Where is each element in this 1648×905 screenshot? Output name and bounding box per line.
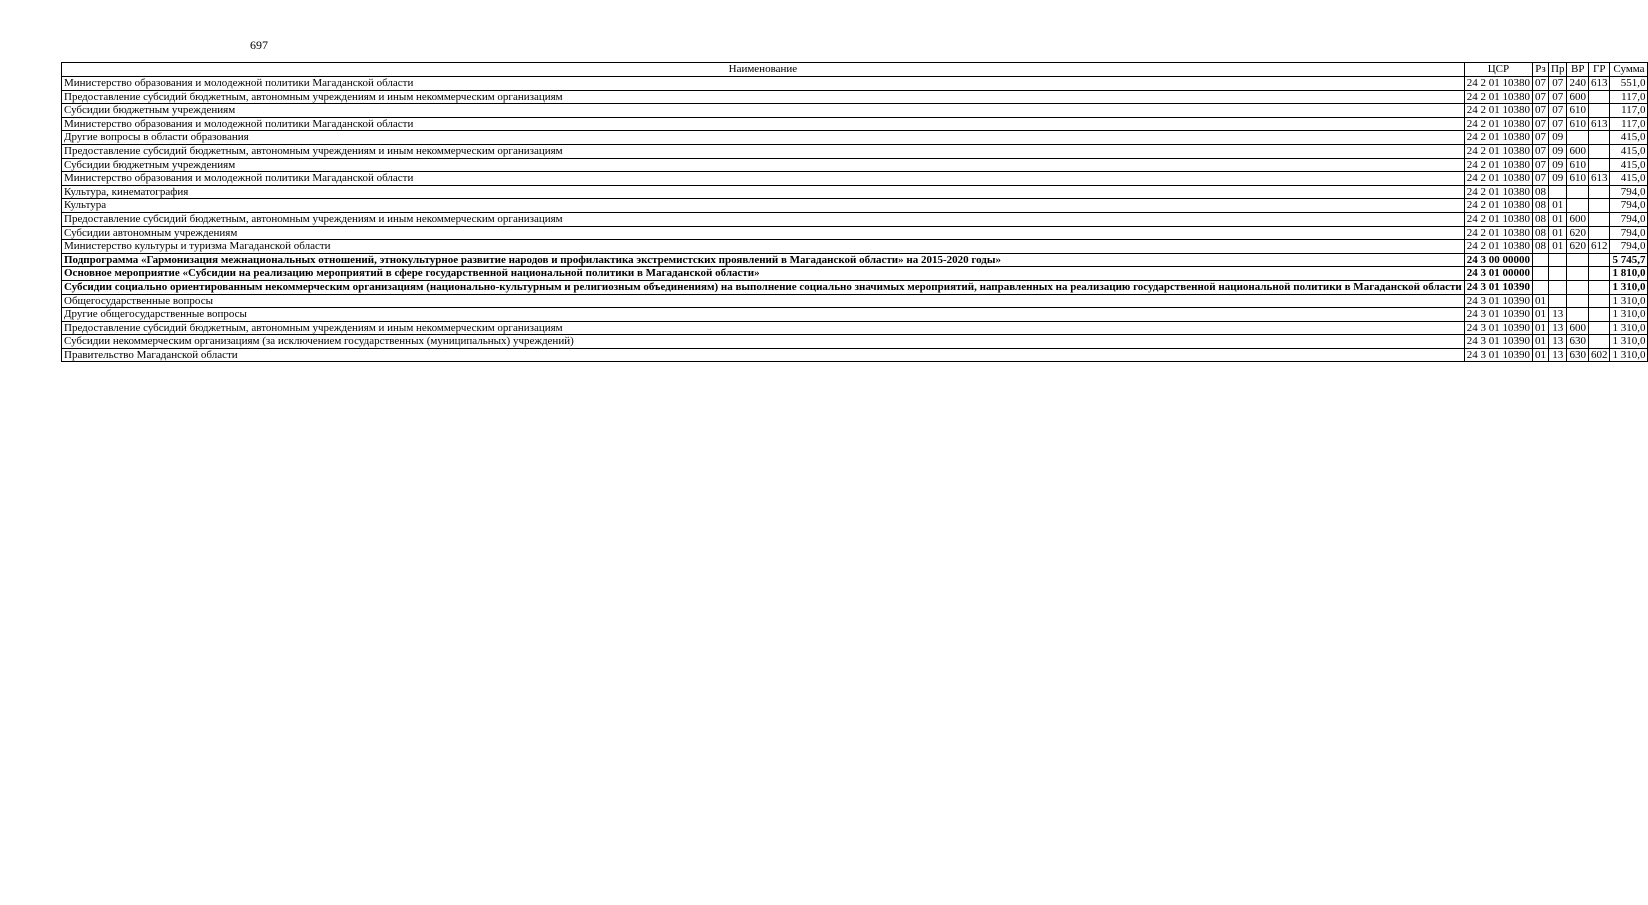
cell-csr: 24 2 01 10380	[1464, 226, 1532, 240]
cell-pr	[1549, 280, 1567, 294]
cell-sum: 117,0	[1610, 104, 1648, 118]
cell-vr	[1567, 308, 1589, 322]
cell-sum: 5 745,7	[1610, 253, 1648, 267]
cell-vr	[1567, 185, 1589, 199]
cell-rz: 07	[1533, 131, 1549, 145]
cell-rz: 08	[1533, 240, 1549, 254]
cell-rz: 08	[1533, 212, 1549, 226]
table-row	[62, 226, 1648, 240]
cell-pr: 07	[1549, 104, 1567, 118]
cell-csr: 24 2 01 10380	[1464, 104, 1532, 118]
cell-rz: 08	[1533, 226, 1549, 240]
cell-csr: 24 3 01 10390	[1464, 294, 1532, 308]
cell-name: Предоставление субсидий бюджетным, автономным учреждениям и иным некоммерческим организациям	[62, 212, 1465, 226]
cell-csr: 24 2 01 10380	[1464, 131, 1532, 145]
cell-sum: 794,0	[1610, 185, 1648, 199]
cell-pr: 01	[1549, 212, 1567, 226]
page-number: 697	[250, 38, 268, 52]
cell-vr: 620	[1567, 240, 1589, 254]
cell-rz	[1533, 253, 1549, 267]
cell-vr: 600	[1567, 321, 1589, 335]
table-row	[62, 335, 1648, 349]
cell-name: Предоставление субсидий бюджетным, автономным учреждениям и иным некоммерческим организациям	[62, 90, 1465, 104]
col-header-pr: Пр	[1549, 63, 1567, 77]
table-row	[62, 280, 1648, 294]
cell-name: Основное мероприятие «Субсидии на реализацию мероприятий в сфере государственной национальной политики в Магаданской области»	[62, 267, 1465, 281]
table-row	[62, 267, 1648, 281]
cell-gr	[1588, 131, 1610, 145]
cell-pr	[1549, 294, 1567, 308]
table-body	[62, 77, 1648, 362]
cell-rz: 07	[1533, 104, 1549, 118]
cell-name: Субсидии бюджетным учреждениям	[62, 104, 1465, 118]
cell-name: Другие вопросы в области образования	[62, 131, 1465, 145]
cell-vr: 610	[1567, 104, 1589, 118]
cell-sum: 794,0	[1610, 212, 1648, 226]
cell-vr: 600	[1567, 212, 1589, 226]
cell-gr	[1588, 280, 1610, 294]
cell-gr: 602	[1588, 348, 1610, 362]
cell-rz: 01	[1533, 321, 1549, 335]
cell-name: Министерство культуры и туризма Магаданской области	[62, 240, 1465, 254]
cell-vr: 240	[1567, 77, 1589, 91]
cell-vr	[1567, 294, 1589, 308]
table-row	[62, 117, 1648, 131]
cell-csr: 24 3 01 10390	[1464, 348, 1532, 362]
cell-sum: 1 310,0	[1610, 280, 1648, 294]
cell-csr: 24 3 00 00000	[1464, 253, 1532, 267]
cell-sum: 794,0	[1610, 199, 1648, 213]
cell-name: Субсидии автономным учреждениям	[62, 226, 1465, 240]
table-row	[62, 185, 1648, 199]
cell-rz: 07	[1533, 90, 1549, 104]
col-header-csr: ЦСР	[1464, 63, 1532, 77]
cell-gr	[1588, 267, 1610, 281]
cell-csr: 24 3 01 00000	[1464, 267, 1532, 281]
cell-pr: 07	[1549, 90, 1567, 104]
cell-pr	[1549, 253, 1567, 267]
cell-rz: 07	[1533, 77, 1549, 91]
cell-vr	[1567, 199, 1589, 213]
cell-rz: 08	[1533, 185, 1549, 199]
cell-csr: 24 2 01 10380	[1464, 158, 1532, 172]
cell-pr: 13	[1549, 321, 1567, 335]
cell-rz: 07	[1533, 158, 1549, 172]
table-row	[62, 212, 1648, 226]
cell-csr: 24 2 01 10380	[1464, 212, 1532, 226]
cell-sum: 117,0	[1610, 90, 1648, 104]
cell-pr: 01	[1549, 226, 1567, 240]
cell-gr	[1588, 212, 1610, 226]
col-header-name: Наименование	[62, 63, 1465, 77]
cell-pr: 01	[1549, 240, 1567, 254]
cell-sum: 1 310,0	[1610, 308, 1648, 322]
cell-gr	[1588, 90, 1610, 104]
cell-sum: 551,0	[1610, 77, 1648, 91]
cell-gr	[1588, 199, 1610, 213]
cell-csr: 24 2 01 10380	[1464, 185, 1532, 199]
cell-csr: 24 2 01 10380	[1464, 144, 1532, 158]
cell-sum: 794,0	[1610, 226, 1648, 240]
cell-gr: 613	[1588, 77, 1610, 91]
cell-name: Предоставление субсидий бюджетным, автономным учреждениям и иным некоммерческим организациям	[62, 144, 1465, 158]
cell-rz	[1533, 280, 1549, 294]
table-header-row	[62, 63, 1648, 77]
table-row	[62, 240, 1648, 254]
cell-vr	[1567, 131, 1589, 145]
cell-vr	[1567, 267, 1589, 281]
cell-pr: 09	[1549, 131, 1567, 145]
cell-csr: 24 2 01 10380	[1464, 172, 1532, 186]
cell-rz: 01	[1533, 308, 1549, 322]
cell-vr: 600	[1567, 90, 1589, 104]
cell-gr: 613	[1588, 172, 1610, 186]
cell-name: Культура, кинематография	[62, 185, 1465, 199]
cell-pr	[1549, 267, 1567, 281]
table-row	[62, 253, 1648, 267]
budget-table	[61, 62, 1648, 362]
cell-vr	[1567, 280, 1589, 294]
cell-name: Культура	[62, 199, 1465, 213]
cell-csr: 24 3 01 10390	[1464, 321, 1532, 335]
cell-gr	[1588, 144, 1610, 158]
table-row	[62, 348, 1648, 362]
cell-gr	[1588, 104, 1610, 118]
table-row	[62, 144, 1648, 158]
cell-pr: 09	[1549, 144, 1567, 158]
cell-rz: 01	[1533, 294, 1549, 308]
cell-pr: 09	[1549, 172, 1567, 186]
col-header-sum: Сумма	[1610, 63, 1648, 77]
cell-gr	[1588, 158, 1610, 172]
cell-rz: 07	[1533, 144, 1549, 158]
cell-vr: 630	[1567, 335, 1589, 349]
cell-sum: 1 810,0	[1610, 267, 1648, 281]
cell-gr	[1588, 294, 1610, 308]
cell-sum: 117,0	[1610, 117, 1648, 131]
cell-gr: 613	[1588, 117, 1610, 131]
cell-vr	[1567, 253, 1589, 267]
table-row	[62, 77, 1648, 91]
cell-gr	[1588, 308, 1610, 322]
col-header-rz: Рз	[1533, 63, 1549, 77]
cell-gr: 612	[1588, 240, 1610, 254]
cell-sum: 415,0	[1610, 158, 1648, 172]
cell-sum: 415,0	[1610, 131, 1648, 145]
cell-name: Правительство Магаданской области	[62, 348, 1465, 362]
cell-csr: 24 2 01 10380	[1464, 77, 1532, 91]
table-row	[62, 308, 1648, 322]
cell-pr: 13	[1549, 348, 1567, 362]
cell-gr	[1588, 335, 1610, 349]
table-row	[62, 104, 1648, 118]
cell-name: Предоставление субсидий бюджетным, автономным учреждениям и иным некоммерческим организациям	[62, 321, 1465, 335]
cell-name: Министерство образования и молодежной политики Магаданской области	[62, 172, 1465, 186]
col-header-vr: ВР	[1567, 63, 1589, 77]
cell-rz: 07	[1533, 117, 1549, 131]
cell-pr: 01	[1549, 199, 1567, 213]
cell-name: Другие общегосударственные вопросы	[62, 308, 1465, 322]
cell-sum: 1 310,0	[1610, 348, 1648, 362]
cell-name: Общегосударственные вопросы	[62, 294, 1465, 308]
cell-csr: 24 2 01 10380	[1464, 90, 1532, 104]
cell-vr: 610	[1567, 158, 1589, 172]
cell-pr: 07	[1549, 117, 1567, 131]
cell-csr: 24 3 01 10390	[1464, 335, 1532, 349]
cell-csr: 24 3 01 10390	[1464, 308, 1532, 322]
cell-csr: 24 3 01 10390	[1464, 280, 1532, 294]
cell-pr: 13	[1549, 308, 1567, 322]
table-row	[62, 90, 1648, 104]
cell-rz: 01	[1533, 348, 1549, 362]
cell-gr	[1588, 321, 1610, 335]
cell-name: Министерство образования и молодежной политики Магаданской области	[62, 117, 1465, 131]
cell-vr: 600	[1567, 144, 1589, 158]
table-row	[62, 131, 1648, 145]
cell-name: Министерство образования и молодежной политики Магаданской области	[62, 77, 1465, 91]
table-row	[62, 199, 1648, 213]
cell-csr: 24 2 01 10380	[1464, 240, 1532, 254]
cell-name: Субсидии социально ориентированным некоммерческим организациям (национально-культурным и религиозным объединениям) на выполнение социально значимых мероприятий, направленных на реализацию государственной национальной политики в Магаданской области	[62, 280, 1465, 294]
table-row	[62, 172, 1648, 186]
cell-name: Подпрограмма «Гармонизация межнациональных отношений, этнокультурное развитие народов и профилактика экстремистских проявлений в Магаданской области» на 2015-2020 годы»	[62, 253, 1465, 267]
cell-gr	[1588, 185, 1610, 199]
cell-sum: 1 310,0	[1610, 321, 1648, 335]
cell-csr: 24 2 01 10380	[1464, 199, 1532, 213]
cell-name: Субсидии бюджетным учреждениям	[62, 158, 1465, 172]
cell-sum: 415,0	[1610, 172, 1648, 186]
cell-rz: 08	[1533, 199, 1549, 213]
cell-gr	[1588, 253, 1610, 267]
cell-vr: 610	[1567, 117, 1589, 131]
col-header-gr: ГР	[1588, 63, 1610, 77]
cell-vr: 610	[1567, 172, 1589, 186]
cell-pr: 09	[1549, 158, 1567, 172]
cell-name: Субсидии некоммерческим организациям (за исключением государственных (муниципальных) учреждений)	[62, 335, 1465, 349]
cell-rz: 07	[1533, 172, 1549, 186]
table-row	[62, 158, 1648, 172]
table-row	[62, 294, 1648, 308]
cell-rz	[1533, 267, 1549, 281]
cell-sum: 1 310,0	[1610, 335, 1648, 349]
cell-pr: 13	[1549, 335, 1567, 349]
cell-pr	[1549, 185, 1567, 199]
cell-pr: 07	[1549, 77, 1567, 91]
cell-sum: 794,0	[1610, 240, 1648, 254]
table-row	[62, 321, 1648, 335]
cell-vr: 630	[1567, 348, 1589, 362]
cell-vr: 620	[1567, 226, 1589, 240]
cell-sum: 1 310,0	[1610, 294, 1648, 308]
cell-rz: 01	[1533, 335, 1549, 349]
cell-csr: 24 2 01 10380	[1464, 117, 1532, 131]
cell-sum: 415,0	[1610, 144, 1648, 158]
cell-gr	[1588, 226, 1610, 240]
